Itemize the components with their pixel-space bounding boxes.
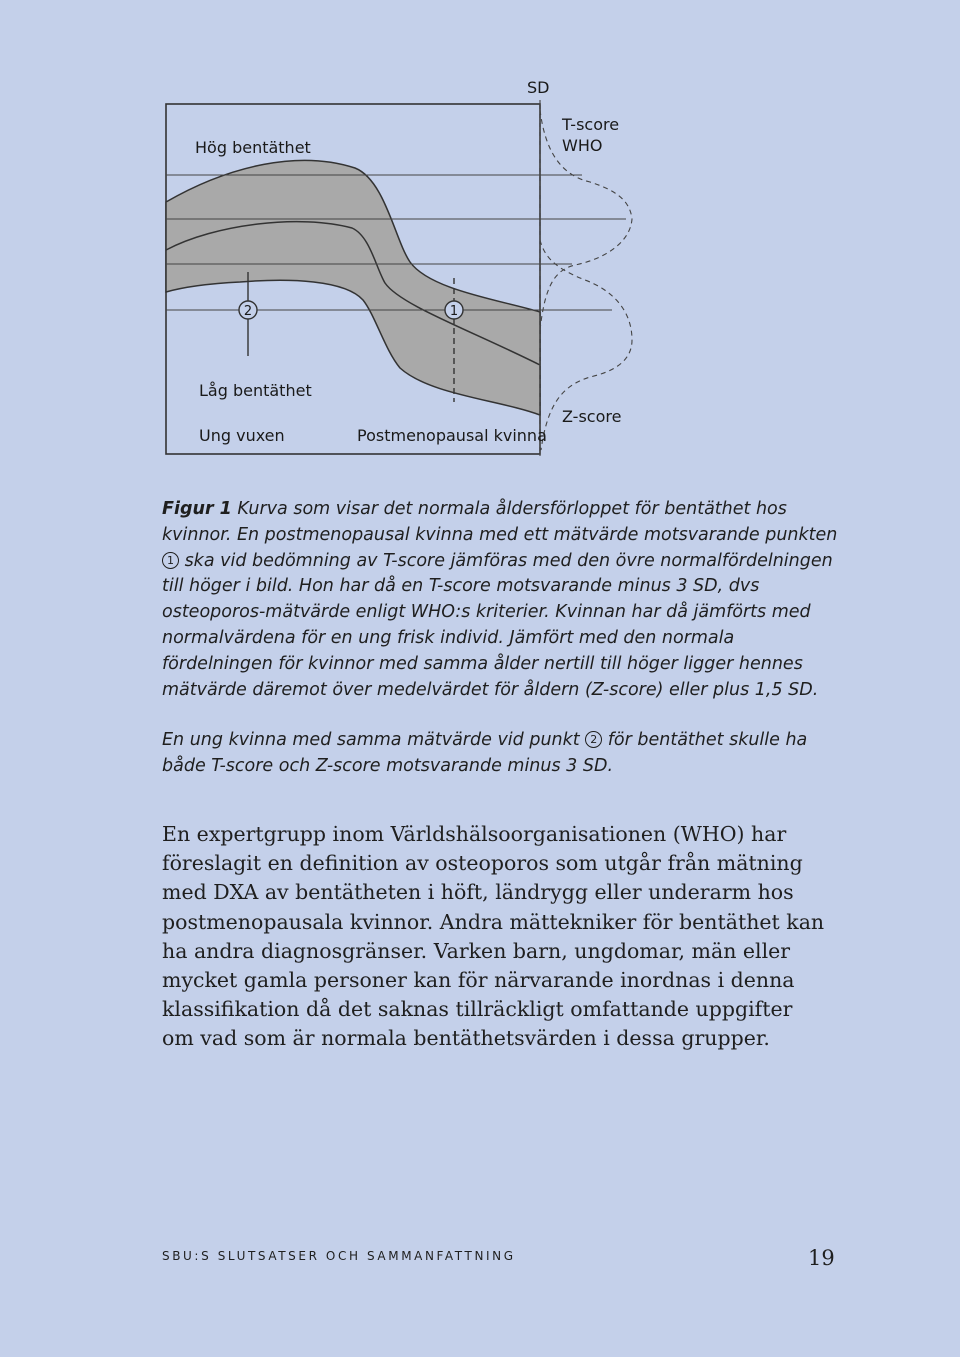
marker-point-1-label: 1 bbox=[449, 304, 459, 319]
figure-label: Figur 1 bbox=[162, 499, 232, 519]
low-density-label: Låg bentäthet bbox=[199, 381, 312, 400]
marker-point-2-label: 2 bbox=[243, 304, 253, 319]
caption-text-part2: ska vid bedömning av T-score jämföras med den övre normalfördelningen till höger i bild. Hon har då en T-score motsvarande minus 3 SD, dvs osteoporos-mätvärde enligt WHO:s kriterier. Kvinnan har då jämförts med normalvärdena för en ung frisk individ. Jämfört med den normala fördelningen för kvinnor med samma ålder nertill till höger ligger hennes mätvärde däremot över medelvärdet för åldern (Z-score) eller plus 1,5 SD. bbox=[162, 550, 833, 700]
postmenopausal-label: Postmenopausal kvinna bbox=[357, 426, 547, 445]
who-label: WHO bbox=[562, 136, 603, 155]
high-density-label: Hög bentäthet bbox=[195, 138, 311, 157]
caption-para2-part1: En ung kvinna med samma mätvärde vid punkt bbox=[162, 730, 586, 750]
footer-title: SBU:S SLUTSATSER OCH SAMMANFATTNING bbox=[162, 1249, 516, 1263]
sd-axis-label: SD bbox=[527, 78, 550, 97]
figure-caption bbox=[162, 497, 842, 703]
caption-marker-2: 2 bbox=[585, 731, 602, 748]
caption-text-part1: Kurva som visar det normala åldersförloppet för bentäthet hos kvinnor. En postmenopausal kvinna med ett mätvärde motsvarande punkten bbox=[162, 499, 838, 545]
page-number: 19 bbox=[808, 1246, 835, 1270]
figure-caption-paragraph-2 bbox=[162, 728, 842, 780]
zscore-label: Z-score bbox=[562, 407, 622, 426]
caption-para2-part2: för bentäthet skulle ha både T-score och Z-score motsvarande minus 3 SD. bbox=[162, 730, 808, 776]
caption-marker-1: 1 bbox=[162, 552, 179, 569]
tscore-label: T-score bbox=[562, 115, 620, 134]
young-adult-label: Ung vuxen bbox=[199, 426, 285, 445]
normal-range-band bbox=[166, 160, 540, 415]
body-paragraph: En expertgrupp inom Världshälsoorganisationen (WHO) har föreslagit en definition av osteoporos som utgår från mätning med DXA av bentätheten i höft, ländrygg eller underarm hos postmenopausala kvinnor. Andra mättekniker för bentäthet kan ha andra diagnosgränser. Varken barn, ungdomar, män eller mycket gamla personer kan för närvarande inordnas i denna klassifikation då det saknas tillräckligt omfattande uppgifter om vad som är normala bentäthetsvärden i dessa grupper. bbox=[162, 822, 825, 1051]
bone-density-figure bbox=[0, 0, 960, 480]
